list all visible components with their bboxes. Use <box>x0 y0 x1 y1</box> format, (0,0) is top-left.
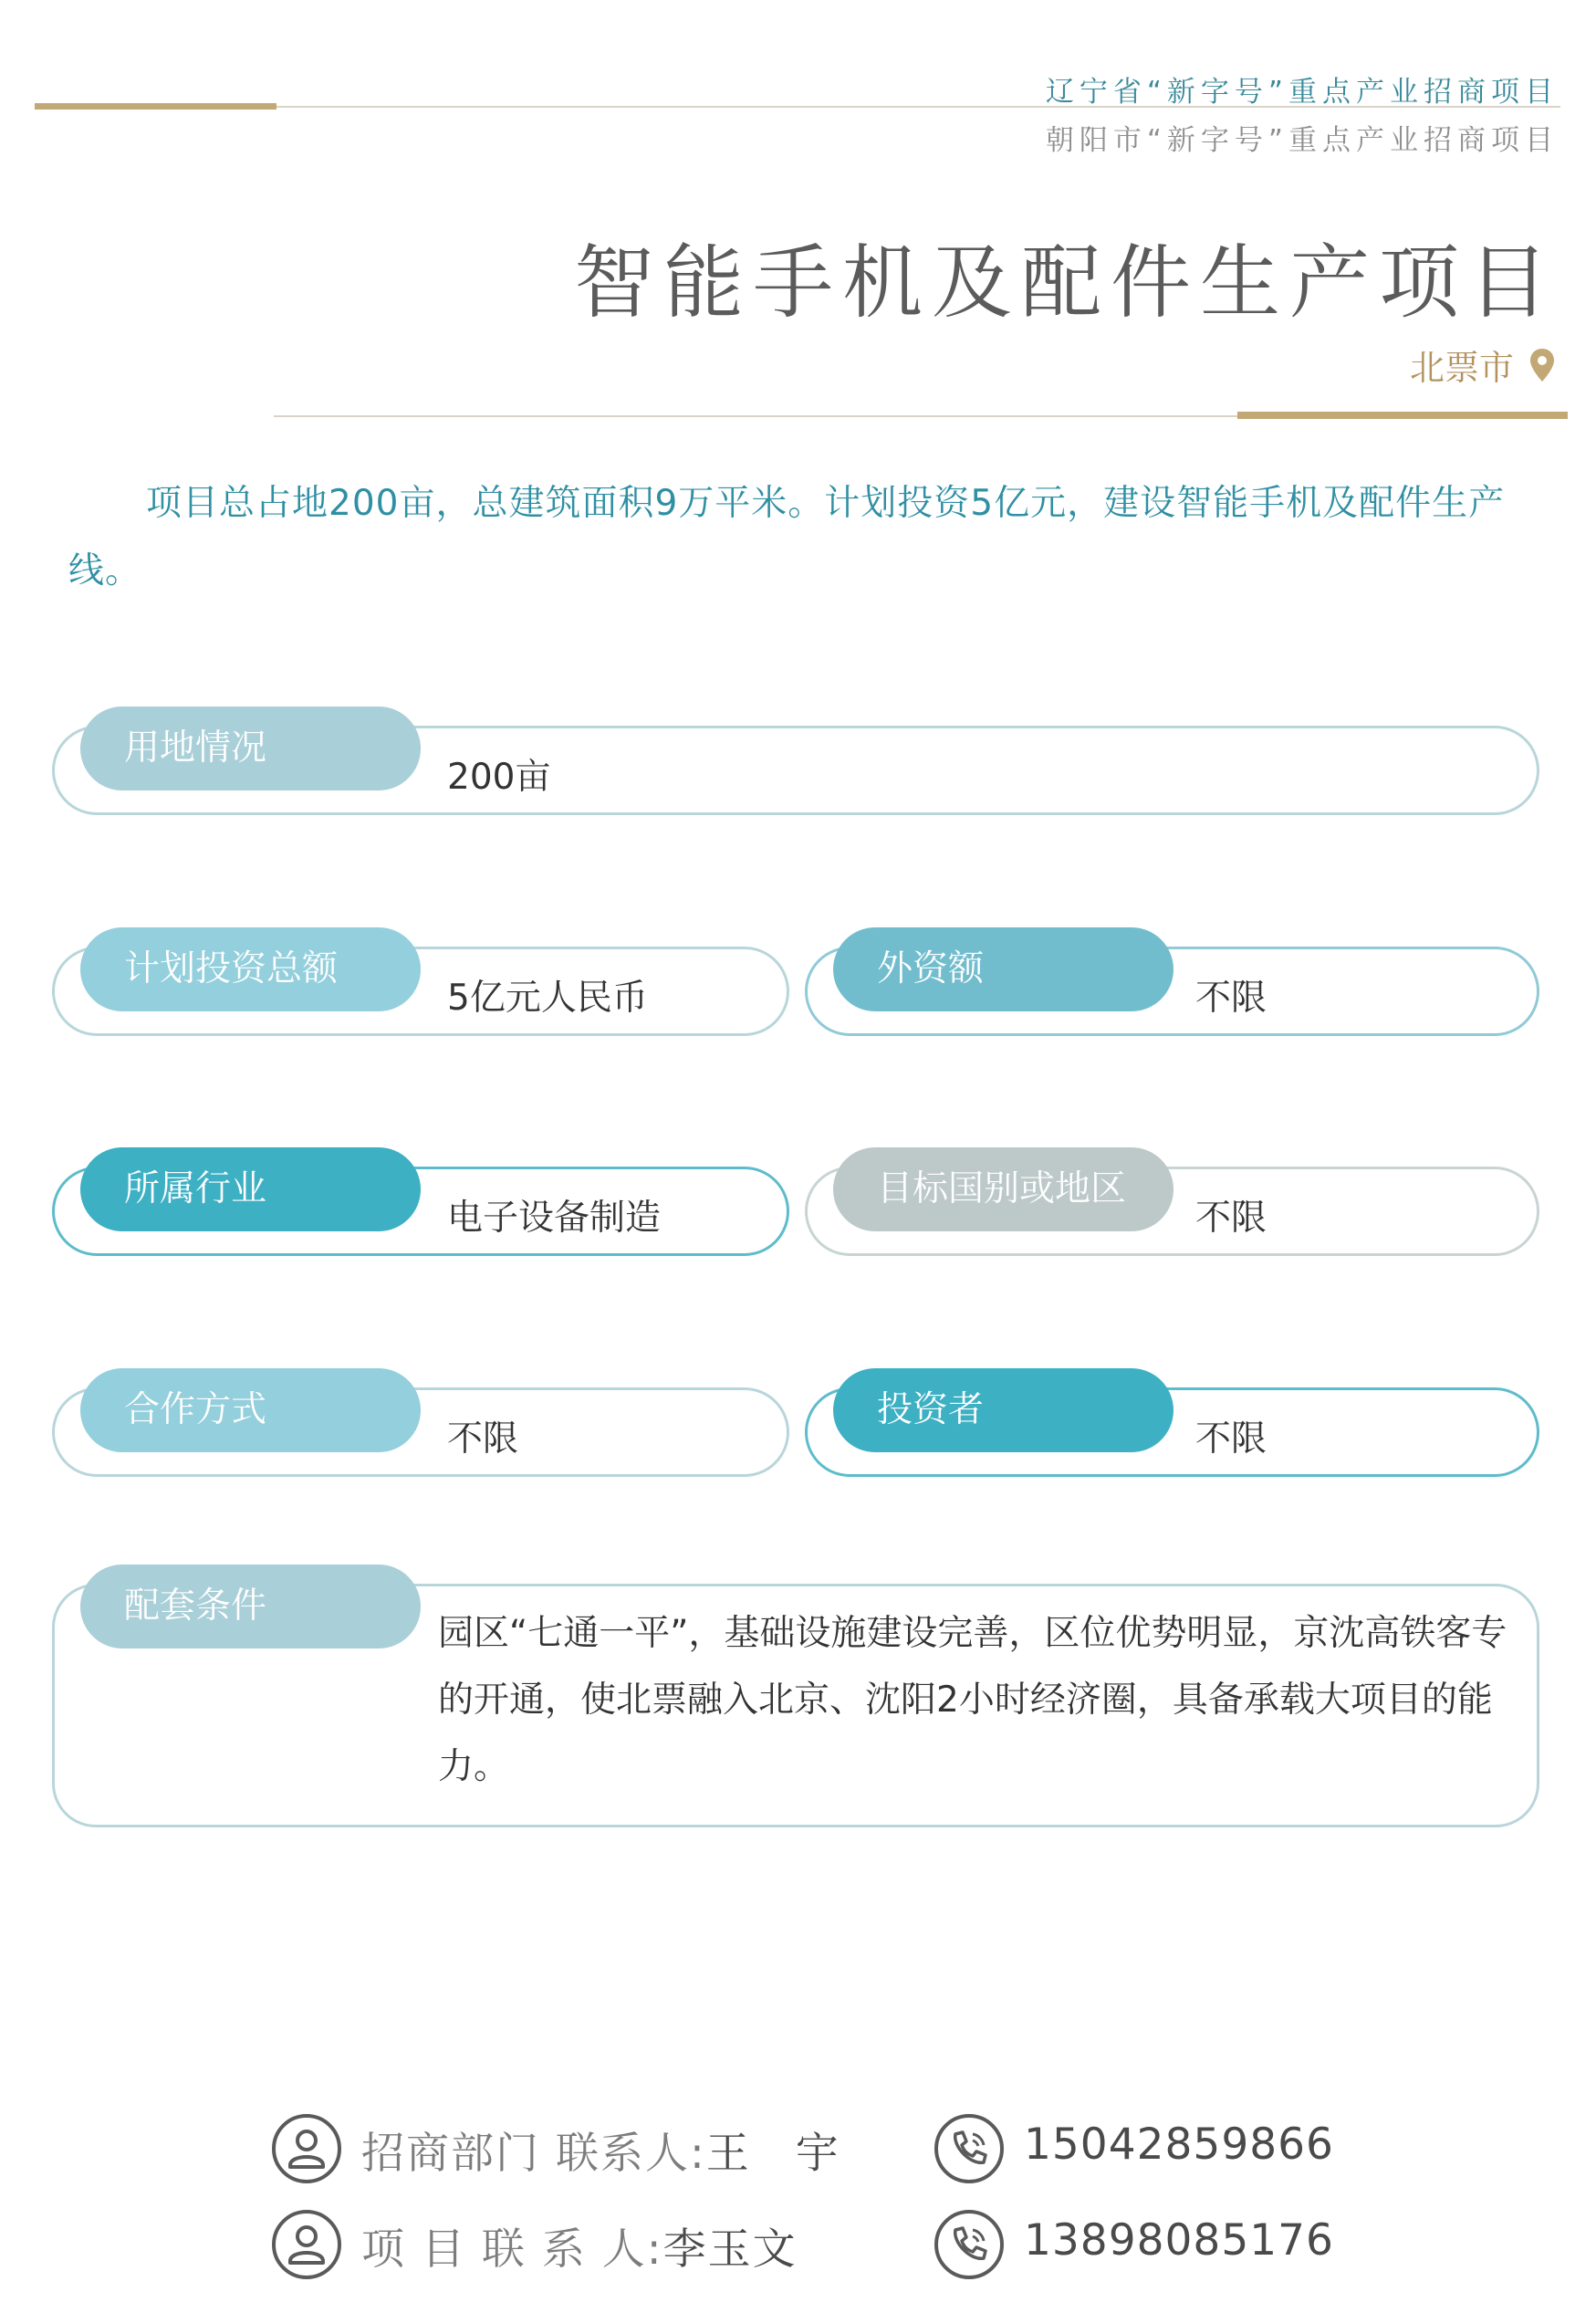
conditions-value: 园区“七通一平”，基础设施建设完善，区位优势明显，京沈高铁客专的开通，使北票融入北京、沈阳2小时经济圈，具备承载大项目的能力。 <box>438 1613 1507 1787</box>
header-subtitle-province: 辽宁省“新字号”重点产业招商项目 <box>1045 76 1559 109</box>
cooperation-box <box>52 1387 789 1477</box>
investor-box <box>805 1387 1539 1477</box>
contact-label: 招商部门 联系人:王 宇 <box>361 2129 840 2179</box>
contact-name: 李玉文 <box>662 2224 798 2275</box>
industry-label: 所属行业 <box>80 1147 421 1231</box>
target-region-label: 目标国别或地区 <box>833 1147 1174 1231</box>
investor-value: 不限 <box>1195 1418 1267 1460</box>
cooperation-label: 合作方式 <box>80 1368 421 1452</box>
phone-circle-icon <box>933 2208 1006 2281</box>
contact-phone[interactable]: 15042859866 <box>1024 2119 1334 2170</box>
planned-investment-value: 5亿元人民币 <box>447 978 648 1019</box>
title-accent-bar <box>1237 412 1568 419</box>
contact-label: 项 目 联 系 人:李玉文 <box>361 2224 798 2275</box>
conditions-box <box>52 1584 1539 1827</box>
investor-label: 投资者 <box>833 1368 1174 1452</box>
person-circle-icon <box>270 2208 343 2281</box>
contact-phone[interactable]: 13898085176 <box>1024 2215 1334 2266</box>
title-divider <box>274 415 1241 417</box>
land-use-label: 用地情况 <box>80 706 421 790</box>
target-region-value: 不限 <box>1195 1198 1267 1239</box>
planned-investment-box <box>52 947 789 1036</box>
project-intro: 项目总占地200亩，总建筑面积9万平米。计划投资5亿元，建设智能手机及配件生产线。 <box>68 483 1506 591</box>
conditions-label: 配套条件 <box>80 1565 421 1648</box>
foreign-capital-value: 不限 <box>1195 978 1267 1019</box>
person-circle-icon <box>270 2112 343 2185</box>
foreign-capital-box <box>805 947 1539 1036</box>
foreign-capital-label: 外资额 <box>833 927 1174 1011</box>
industry-value: 电子设备制造 <box>447 1198 662 1239</box>
industry-box <box>52 1167 789 1256</box>
land-use-box <box>52 726 1539 815</box>
header-accent-bar <box>35 103 276 110</box>
city-label: 北票市 <box>1409 348 1514 388</box>
location-pin-icon <box>1528 347 1556 383</box>
land-use-value: 200亩 <box>447 757 551 798</box>
target-region-box <box>805 1167 1539 1256</box>
header-subtitle-city: 朝阳市“新字号”重点产业招商项目 <box>1045 124 1559 157</box>
planned-investment-label: 计划投资总额 <box>80 927 421 1011</box>
cooperation-value: 不限 <box>447 1418 519 1460</box>
contact-name: 王 宇 <box>705 2129 840 2179</box>
page-title: 智能手机及配件生产项目 <box>573 235 1558 330</box>
phone-circle-icon <box>933 2112 1006 2185</box>
